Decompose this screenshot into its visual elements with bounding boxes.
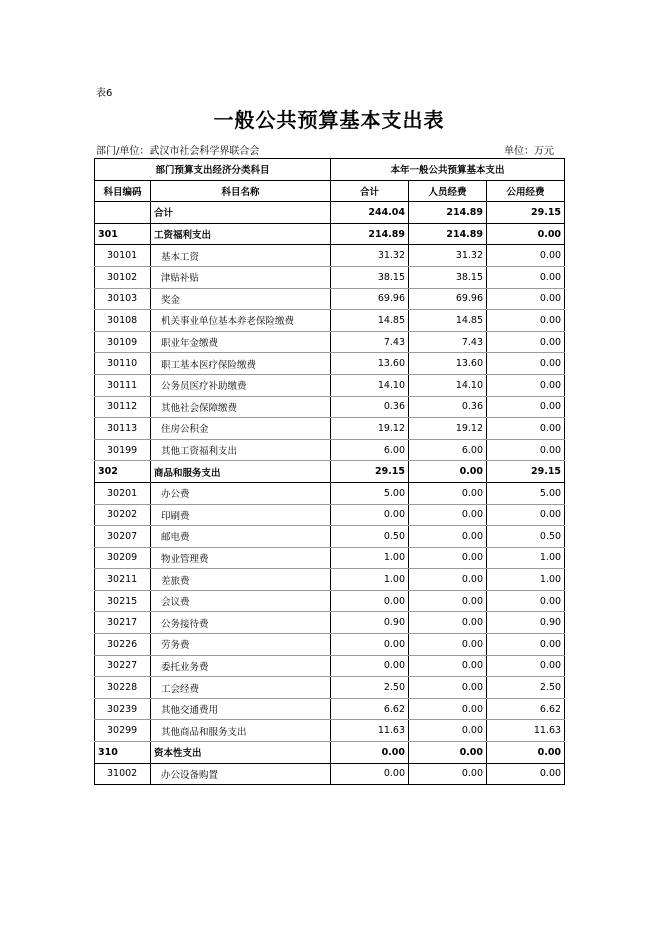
table-row <box>95 461 565 483</box>
row-code: 310 <box>95 742 151 764</box>
row-public: 0.00 <box>487 331 565 353</box>
row-personnel: 0.00 <box>409 742 487 764</box>
table-row <box>95 202 565 224</box>
header-economic-classification: 部门预算支出经济分类科目 <box>95 159 331 181</box>
row-name: 邮电费 <box>151 526 331 548</box>
row-name: 合计 <box>151 202 331 224</box>
row-total: 6.00 <box>331 439 409 461</box>
table-number: 表6 <box>96 88 113 99</box>
row-code: 30228 <box>95 677 151 699</box>
table-row <box>95 439 565 461</box>
row-personnel: 69.96 <box>409 288 487 310</box>
table-row <box>95 569 565 591</box>
row-personnel: 214.89 <box>409 223 487 245</box>
row-public: 0.00 <box>487 266 565 288</box>
row-name: 工会经费 <box>151 677 331 699</box>
table-row <box>95 266 565 288</box>
row-public: 0.00 <box>487 742 565 764</box>
row-name: 其他交通费用 <box>151 698 331 720</box>
row-public: 0.00 <box>487 439 565 461</box>
row-public: 29.15 <box>487 461 565 483</box>
table-row <box>95 418 565 440</box>
row-code: 30110 <box>95 353 151 375</box>
row-public: 11.63 <box>487 720 565 742</box>
row-total: 14.85 <box>331 310 409 332</box>
row-code: 30113 <box>95 418 151 440</box>
row-total: 1.00 <box>331 547 409 569</box>
table-row <box>95 547 565 569</box>
table-row <box>95 331 565 353</box>
row-personnel: 6.00 <box>409 439 487 461</box>
row-personnel: 0.00 <box>409 482 487 504</box>
row-public: 6.62 <box>487 698 565 720</box>
row-name: 津贴补贴 <box>151 266 331 288</box>
table-row <box>95 526 565 548</box>
table-row <box>95 763 565 785</box>
row-total: 5.00 <box>331 482 409 504</box>
row-code: 30102 <box>95 266 151 288</box>
table-row <box>95 677 565 699</box>
row-total: 19.12 <box>331 418 409 440</box>
row-personnel: 0.36 <box>409 396 487 418</box>
row-total: 38.15 <box>331 266 409 288</box>
table-row <box>95 612 565 634</box>
row-public: 0.00 <box>487 590 565 612</box>
row-personnel: 0.00 <box>409 504 487 526</box>
row-total: 2.50 <box>331 677 409 699</box>
row-total: 14.10 <box>331 374 409 396</box>
row-code: 30209 <box>95 547 151 569</box>
row-personnel: 14.85 <box>409 310 487 332</box>
row-total: 0.00 <box>331 763 409 785</box>
row-name: 办公设备购置 <box>151 763 331 785</box>
row-code: 30112 <box>95 396 151 418</box>
row-total: 0.50 <box>331 526 409 548</box>
row-code: 30217 <box>95 612 151 634</box>
row-personnel: 38.15 <box>409 266 487 288</box>
row-personnel: 0.00 <box>409 590 487 612</box>
row-name: 资本性支出 <box>151 742 331 764</box>
row-name: 工资福利支出 <box>151 223 331 245</box>
row-code: 30111 <box>95 374 151 396</box>
header-column-row <box>95 180 565 202</box>
row-personnel: 0.00 <box>409 634 487 656</box>
row-total: 0.00 <box>331 634 409 656</box>
page-title: 一般公共预算基本支出表 <box>213 108 445 132</box>
row-total: 0.90 <box>331 612 409 634</box>
row-personnel: 0.00 <box>409 720 487 742</box>
row-public: 1.00 <box>487 569 565 591</box>
row-total: 29.15 <box>331 461 409 483</box>
row-total: 0.00 <box>331 655 409 677</box>
row-name: 委托业务费 <box>151 655 331 677</box>
row-name: 基本工资 <box>151 245 331 267</box>
row-personnel: 0.00 <box>409 612 487 634</box>
row-name: 商品和服务支出 <box>151 461 331 483</box>
row-code: 30299 <box>95 720 151 742</box>
row-personnel: 214.89 <box>409 202 487 224</box>
row-total: 11.63 <box>331 720 409 742</box>
row-name: 公务员医疗补助缴费 <box>151 374 331 396</box>
row-public: 0.00 <box>487 288 565 310</box>
unit-label: 单位：万元 <box>504 146 554 157</box>
row-name: 其他工资福利支出 <box>151 439 331 461</box>
row-public: 29.15 <box>487 202 565 224</box>
row-total: 69.96 <box>331 288 409 310</box>
department-label: 部门/单位：武汉市社会科学界联合会 <box>96 146 260 157</box>
header-total: 合计 <box>331 180 409 202</box>
row-name: 其他社会保障缴费 <box>151 396 331 418</box>
row-public: 0.00 <box>487 374 565 396</box>
row-name: 机关事业单位基本养老保险缴费 <box>151 310 331 332</box>
row-code: 30103 <box>95 288 151 310</box>
row-total: 0.00 <box>331 590 409 612</box>
table-row <box>95 698 565 720</box>
header-personnel: 人员经费 <box>409 180 487 202</box>
row-public: 0.00 <box>487 310 565 332</box>
row-code: 30211 <box>95 569 151 591</box>
row-code: 30227 <box>95 655 151 677</box>
header-group-row <box>95 159 565 181</box>
row-total: 31.32 <box>331 245 409 267</box>
row-name: 物业管理费 <box>151 547 331 569</box>
table-row <box>95 590 565 612</box>
row-personnel: 0.00 <box>409 526 487 548</box>
row-total: 13.60 <box>331 353 409 375</box>
table-row <box>95 288 565 310</box>
row-name: 会议费 <box>151 590 331 612</box>
header-public: 公用经费 <box>487 180 565 202</box>
row-total: 6.62 <box>331 698 409 720</box>
row-public: 0.00 <box>487 504 565 526</box>
row-code: 30201 <box>95 482 151 504</box>
row-public: 0.00 <box>487 396 565 418</box>
row-code: 30207 <box>95 526 151 548</box>
row-code: 30101 <box>95 245 151 267</box>
row-personnel: 0.00 <box>409 677 487 699</box>
header-name: 科目名称 <box>151 180 331 202</box>
row-total: 0.36 <box>331 396 409 418</box>
row-total: 214.89 <box>331 223 409 245</box>
table-row <box>95 504 565 526</box>
row-personnel: 0.00 <box>409 569 487 591</box>
row-personnel: 13.60 <box>409 353 487 375</box>
row-public: 0.50 <box>487 526 565 548</box>
table-row <box>95 353 565 375</box>
table-body <box>95 202 565 785</box>
row-public: 1.00 <box>487 547 565 569</box>
row-name: 住房公积金 <box>151 418 331 440</box>
row-public: 0.00 <box>487 418 565 440</box>
row-total: 1.00 <box>331 569 409 591</box>
budget-table <box>94 158 565 785</box>
row-public: 2.50 <box>487 677 565 699</box>
row-personnel: 0.00 <box>409 655 487 677</box>
row-personnel: 19.12 <box>409 418 487 440</box>
table-row <box>95 223 565 245</box>
row-code: 30202 <box>95 504 151 526</box>
row-personnel: 31.32 <box>409 245 487 267</box>
row-code: 302 <box>95 461 151 483</box>
row-public: 0.00 <box>487 245 565 267</box>
row-code: 30109 <box>95 331 151 353</box>
table-row <box>95 310 565 332</box>
row-code: 30239 <box>95 698 151 720</box>
header-basic-expenditure: 本年一般公共预算基本支出 <box>331 159 565 181</box>
row-total: 0.00 <box>331 504 409 526</box>
row-name: 差旅费 <box>151 569 331 591</box>
table-row <box>95 396 565 418</box>
table-row <box>95 742 565 764</box>
row-total: 0.00 <box>331 742 409 764</box>
row-name: 公务接待费 <box>151 612 331 634</box>
row-total: 7.43 <box>331 331 409 353</box>
row-public: 0.00 <box>487 634 565 656</box>
row-code: 30215 <box>95 590 151 612</box>
row-total: 244.04 <box>331 202 409 224</box>
row-name: 奖金 <box>151 288 331 310</box>
row-public: 0.90 <box>487 612 565 634</box>
row-code: 301 <box>95 223 151 245</box>
row-personnel: 0.00 <box>409 547 487 569</box>
row-personnel: 7.43 <box>409 331 487 353</box>
row-public: 0.00 <box>487 223 565 245</box>
table-row <box>95 655 565 677</box>
table-row <box>95 245 565 267</box>
row-name: 办公费 <box>151 482 331 504</box>
table-row <box>95 634 565 656</box>
row-personnel: 0.00 <box>409 461 487 483</box>
table-row <box>95 720 565 742</box>
row-name: 劳务费 <box>151 634 331 656</box>
header-code: 科目编码 <box>95 180 151 202</box>
row-personnel: 0.00 <box>409 698 487 720</box>
row-personnel: 0.00 <box>409 763 487 785</box>
row-name: 职业年金缴费 <box>151 331 331 353</box>
row-name: 印刷费 <box>151 504 331 526</box>
table-row <box>95 482 565 504</box>
row-code: 30226 <box>95 634 151 656</box>
row-code: 31002 <box>95 763 151 785</box>
row-name: 其他商品和服务支出 <box>151 720 331 742</box>
row-code: 30199 <box>95 439 151 461</box>
table-row <box>95 374 565 396</box>
row-personnel: 14.10 <box>409 374 487 396</box>
row-public: 0.00 <box>487 655 565 677</box>
row-name: 职工基本医疗保险缴费 <box>151 353 331 375</box>
row-public: 0.00 <box>487 353 565 375</box>
row-code: 30108 <box>95 310 151 332</box>
row-code <box>95 202 151 224</box>
row-public: 5.00 <box>487 482 565 504</box>
row-public: 0.00 <box>487 763 565 785</box>
